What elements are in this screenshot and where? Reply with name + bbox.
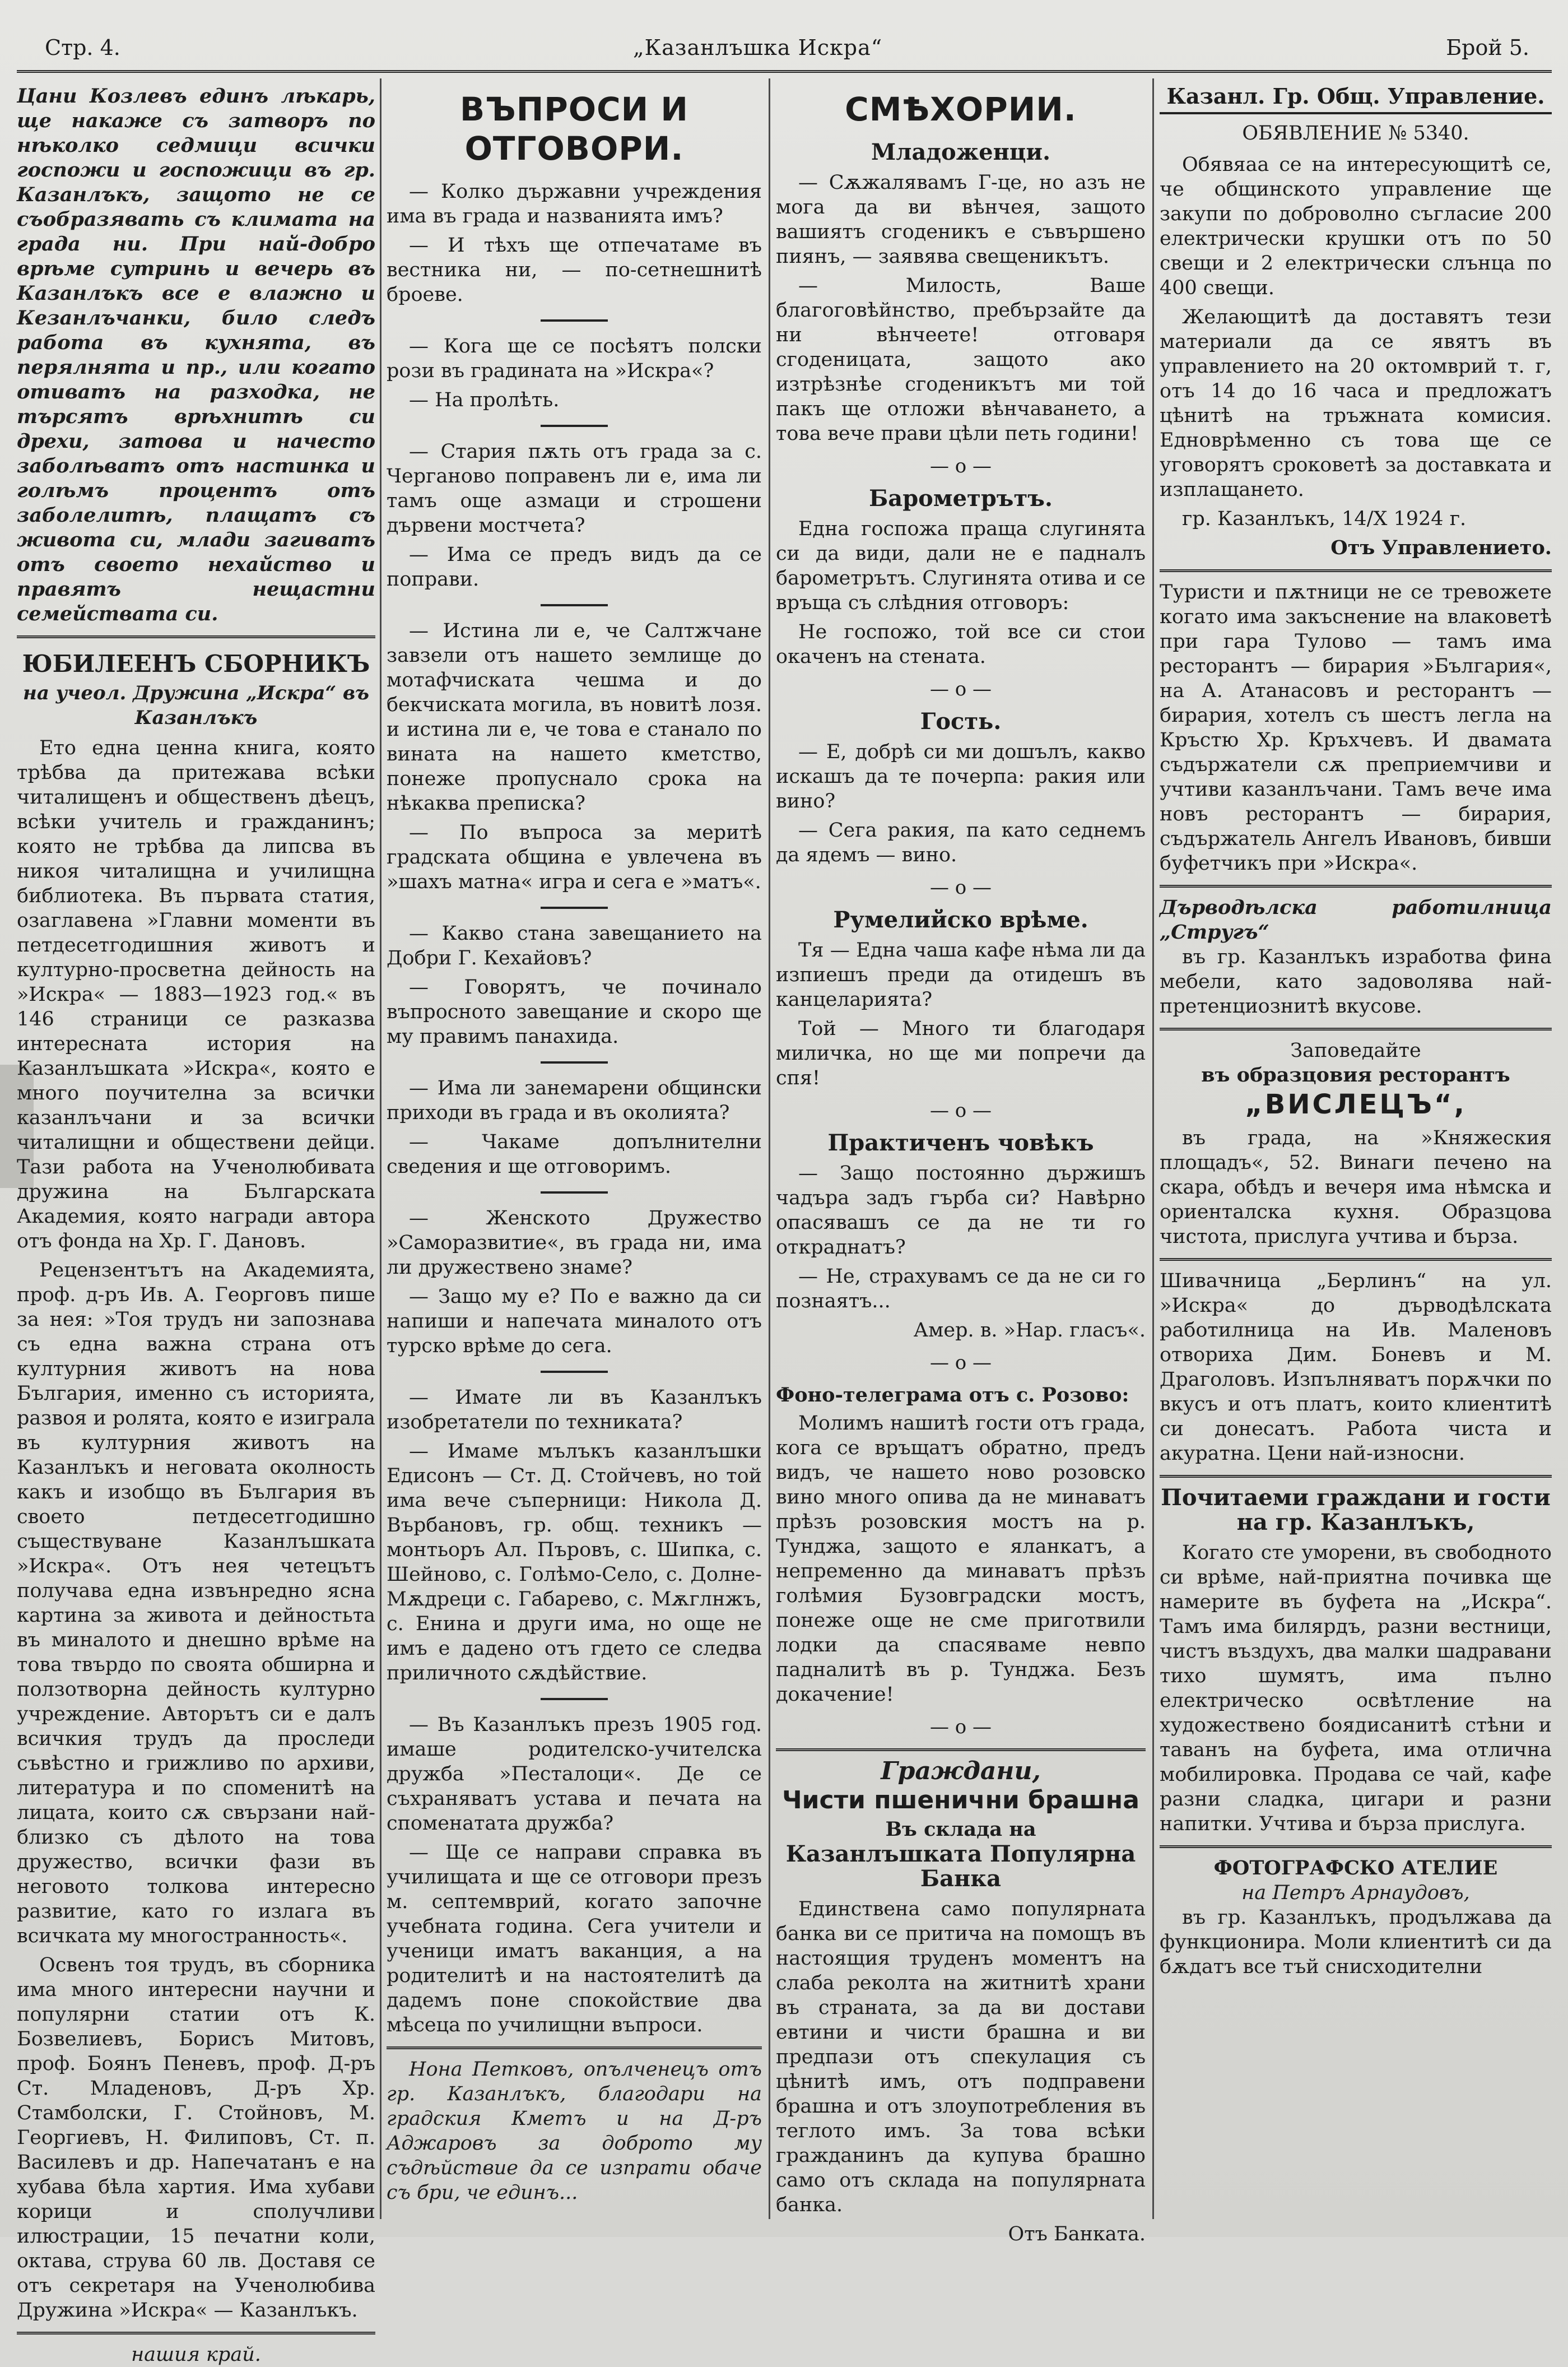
tourists-ad: [1160, 569, 1552, 876]
restaurant-ad: [1160, 1028, 1552, 1249]
qa-line: — Кога ще се посѣятъ полски рози въ градината на »Искра«?: [387, 335, 762, 382]
notice-thanks: [387, 2046, 762, 2205]
qa-line: — Говорятъ, че починало въпросното завещание и скоро ще му правимъ панахида.: [387, 976, 762, 1048]
qa-line: — Ще се направи справка въ училищата и ще се отговори презъ м. септемврий, когато започне учебната година. Сега учители и ученици иматъ ваканция, а на родителитѣ и на настоятелитѣ да дадемъ поне спокойствие два мѣсеца по училищни въпроси.: [387, 1841, 762, 2036]
notice-paragraph-2: Желающитѣ да доставятъ тези материали да се явятъ въ управлението на 20 октомврий т. г, отъ 14 до 16 часа и предложатъ цѣнитѣ на тръжната комисия. Едноврѣменно съ това ще се уговорятъ сроковетѣ за доставката и изплащането.: [1160, 306, 1552, 501]
separator: — о —: [929, 1716, 992, 1738]
separator: [541, 907, 608, 909]
separator: [541, 1061, 608, 1064]
jubilee-paragraph-1: Ето една ценна книга, която трѣбва да притежава всѣки читалищенъ и общественъ дѣецъ, всѣки учитель и гражданинъ; която не трѣбва да липсва въ никоя читалищна и училищна библиотека. Въ първата статия, озаглавена »Главни моменти въ петдесетгодишния животъ и културно-просветна дейность на »Искра« — 1883—1923 год.« въ 146 страници се разказва интересната история на Казанлъшката »Искра«, която е много поучителна за всички казанлъчани и за всички читалищни и обществени дейци. Тази работа на Ученолюбивата дружина на Българската Академия, която награди автора отъ фонда на Хр. Г. Дановъ.: [17, 737, 375, 1252]
notice-paragraph-1: Обявяаа се на интересующитѣ се, че общинското управление ще закупи по доброволно съгласие 200 електрически крушки отъ по 50 свещи и 2 електрически слънца по 400 свещи.: [1160, 154, 1552, 299]
joke-title: Гость.: [920, 708, 1002, 735]
ad-signature: Отъ Банката.: [1008, 2223, 1146, 2245]
issue-number: Брой 5.: [1446, 35, 1529, 60]
joke-line: — Защо постоянно държишъ чадъра задъ гърба си? Навѣрно опасявашъ се да не ти го откраднатъ?: [776, 1162, 1146, 1259]
qa-line: — Какво стана завещанието на Добри Г. Кехайовъ?: [387, 922, 762, 969]
qa-line: — Има ли занемарени общински приходи въ града и въ околията?: [387, 1077, 762, 1124]
joke-title: Младоженци.: [871, 139, 1050, 165]
carpentry-title: Дърводѣлска работилница „Стругъ“: [1160, 896, 1552, 944]
photo-owner: на Петръ Арнаудовъ,: [1241, 1882, 1470, 1904]
separator: [541, 425, 608, 427]
separator: — о —: [929, 1352, 992, 1374]
qa-line: — Въ Казанлъкъ презъ 1905 год. имаше родителско-учителска дружба »Песталоци«. Де се съхраняватъ устава и печата на споменатата дружба?: [387, 1714, 762, 1835]
ad-bank-name: Казанлъшката Популярна Банка: [785, 1841, 1136, 1892]
separator: [541, 319, 608, 322]
joke-line: — Сега ракия, па като седнемъ да ядемъ — вино.: [776, 819, 1146, 866]
footer-fragment: нашия край.: [17, 2332, 375, 2367]
qa-line: — Колко държавни учреждения има въ града и названията имъ?: [387, 180, 762, 228]
joke-line: — Сѫжалявамъ Г-це, но азъ не мога да ви вѣнчея, защото вашиятъ сгоденикъ е съвършено пиянъ, — заявява свещеникътъ.: [776, 171, 1146, 268]
photo-text: въ гр. Казанлъкъ, продължава да функционира. Моли клиентитѣ си да бѫдатъ все тъй снисходителни: [1160, 1906, 1552, 1978]
intro-article: Цани Козлевъ единъ лѣкарь, ще накаже съ затворъ по нѣколко седмици всички госпожи и госпожици въ гр. Казанлъкъ, защото не се съобразявать съ климата на града ни. При най-добро врѣме сутринь и вечерь въ Казанлъкъ все е влажно и Кeзанлъчанки, било следъ работа въ кухнята, въ перялнята и пр., или когато отиватъ на разходка, не търсятъ врѣхнитѣ си дрехи, затова и начесто заболѣватъ отъ настинка и голѣмъ процентъ отъ заболелитѣ, плащатъ съ живота си, млади загиватъ отъ своето нехайство и правятъ нещастни семействата си.: [17, 85, 375, 625]
page-header: [17, 31, 1552, 73]
separator: [541, 1698, 608, 1700]
joke-line: — Милость, Ваше благоговѣйнство, пребързайте да ни вѣнчеете! отговаря сгоденицата, защото ако изтрѣзнѣе сгоденикътъ ми той пакъ ще отложи вѣнчаването, а това вече прави цѣли петь години!: [776, 275, 1146, 445]
notice-signature: Отъ Управлението.: [1330, 536, 1552, 559]
qa-line: — По въпроса за меритѣ градската община е увлечена въ »шахъ матна« игра и сега е »матъ«.: [387, 822, 762, 893]
separator: [541, 1371, 608, 1373]
qa-line: — Има се предъ видъ да се поправи.: [387, 544, 762, 591]
column-3: [776, 84, 1146, 2245]
restaurant-line: въ образцовия ресторантъ: [1201, 1064, 1510, 1087]
tailor-ad: [1160, 1258, 1552, 1466]
column-1: [17, 84, 375, 2366]
joke-source: Амер. в. »Нар. гласъ«.: [913, 1319, 1146, 1342]
joke-title: Румелийско врѣме.: [833, 907, 1088, 933]
joke-title: Барометрътъ.: [869, 485, 1053, 512]
jubilee-section: [17, 635, 375, 2323]
tourists-text: Туристи и пѫтници не се тревожете когато има закъснение на влаковетѣ при гара Тулово — тамъ има ресторантъ — бирария »България«, на А. Атанасовъ и ресторантъ — бирария, хотелъ съ шестъ легла на Кръстю Хр. Кръхчевъ. И двамата съдържатели сѫ прeприемчиви и учтиви казанлъчани. Тамъ вече има новъ ресторантъ — бирария, съдържатель Ангелъ Ивановъ, бивши буфетчикъ при »Искра«.: [1160, 581, 1552, 875]
jubilee-paragraph-2: Рецензентътъ на Академията, проф. д-ръ Ив. А. Георговъ пише за нея: »Тоя трудъ ни запознава съ една важна страна отъ културния животъ на нова България, именно съ историята, развоя и ролята, която е изиграла въ културния животъ на Казанлъкъ и неговата околность какъ и изобщо въ България въ своето петдесетгодишно съществуване Казанлъшката »Искра«. Отъ нея четецътъ получава една извънредно ясна картина за живота и дейностьта въ миналото и днешно врѣме на това твърдо по своята обширна и ползотворна дейность културно учреждение. Авторътъ си е далъ всичкия трудъ да проследи съвѣстно и грижливо по архиви, литература и по споменитѣ на лицата, които сѫ свързани най-близко съ дѣлото на това дружество, всички фази въ неговото толкова интересно развитие, като го излага въ всичката му многостранность«.: [17, 1259, 375, 1947]
buffet-title: Почитаеми граждани и гости на гр. Казанлъкъ,: [1161, 1484, 1551, 1535]
qa-line: — Женското Дружество »Саморазвитие«, въ града ни, има ли дружествено знаме?: [387, 1207, 762, 1279]
qa-line: — Истина ли е, че Салтжчане завзели отъ нашето землище до мотафчиската чешма и до бекчиската могила, въ новитѣ лозя. и истина ли е, че това е станало по вината на нашето кметство, понеже пропуснало срока на нѣкаква преписка?: [387, 620, 762, 815]
qa-title: ВЪПРОСИ И ОТГОВОРИ.: [460, 90, 688, 168]
qa-line: — Защо му е? По е важно да си напиши и напечата миналото отъ турско врѣме до сега.: [387, 1285, 762, 1357]
jubilee-title: ЮБИЛЕЕНЪ СБОРНИКЪ: [22, 650, 370, 677]
separator: — о —: [929, 678, 992, 700]
column-rule: [380, 78, 381, 2219]
joke-line: Тя — Една чаша кафе нѣма ли да изпиешъ преди да отидешъ въ канцеларията?: [776, 939, 1146, 1011]
ad-body: Единствена само популярната банка ви се притича на помощъ въ настоящия труденъ моментъ на слаба реколта на житнитѣ храни въ страната, за да ви достави евтини и чисти брашна и ви предпази отъ спекулация съ цѣнитѣ имъ, отъ подправени брашна и отъ злоупотребления въ теглото имъ. За това всѣки гражданинъ да купува брашно само отъ склада на популярната банка.: [776, 1898, 1146, 2216]
column-4: [1160, 84, 1552, 2230]
joke-line: Той — Много ти благодаря миличка, но ще ми попречи да спя!: [776, 1018, 1146, 1089]
humor-title: СМѢХОРИИ.: [845, 90, 1077, 128]
joke-line: — Е, добрѣ си ми дошълъ, какво искашъ да те почерпа: ракия или вино?: [776, 741, 1146, 813]
restaurant-intro: Заповедайте: [1290, 1039, 1421, 1062]
restaurant-name: „ВИСЛЕЦЪ“,: [1245, 1089, 1467, 1120]
qa-line: — Стария пѫть отъ града за с. Черганово поправенъ ли е, има ли тамъ още азмаци и строшени дървени мостчета?: [387, 440, 762, 537]
carpentry-ad: [1160, 885, 1552, 1019]
restaurant-text: въ града, на »Княжеския площадъ«, 52. Винаги печено на скара, обѣдъ и вечеря има нѣмска и ориенталска кухня. Образцова чистота, прислуга учтива и бърза.: [1160, 1127, 1552, 1248]
joke-line: — Не, страхувамъ се да не си го познаятъ...: [776, 1265, 1146, 1312]
page-number: Стр. 4.: [45, 35, 120, 60]
photo-title: ФОТОГРАФСКО АТЕЛИЕ: [1213, 1857, 1498, 1879]
jubilee-paragraph-3: Освенъ тоя трудъ, въ сборника има много интересни научни и популярни статии отъ К. Бозвелиевъ, Борисъ Митовъ, проф. Боянъ Пеневъ, проф. Д-ръ Ст. Младеновъ, Д-ръ Хр. Стамболски, Г. Стойновъ, М. Георгиевъ, Н. Филиповъ, Ст. п. Василевъ и др. Напечатанъ е на хубава бѣла хартия. Има хубави корици и сполучливи илюстрации, 15 печатни коли, октава, струва 60 лв. Доставя се отъ секретаря на Ученолюбива Дружина »Искра« — Казанлъкъ.: [17, 1954, 375, 2322]
ad-heading: Граждани,: [881, 1757, 1041, 1785]
separator: — о —: [929, 455, 992, 477]
bank-ad: [776, 1748, 1146, 2247]
qa-line: — Имате ли въ Казанлъкъ изобретатели по техниката?: [387, 1386, 762, 1433]
separator: [541, 1191, 608, 1194]
municipal-office: Казанл. Гр. Общ. Управление.: [1160, 84, 1552, 114]
qa-line: — Имаме мълъкъ казанлъшки Едисонъ — Ст. Д. Стойчевъ, но той има вече съперници: Никола Д. Върбановъ, гр. общ. техникъ — монтьоръ Ал. Пъровъ, с. Шипка, с. Шейново, с. Голѣмо-Село, с. Долне-Мѫдреци с. Габарево, с. Мѫглнжъ, с. Енина и други има, но още не имъ е дадено отъ гдето се следва приличното сѫдѣйствие.: [387, 1440, 762, 1684]
carpentry-text: въ гр. Казанлъкъ изработва фина мебели, като задоволява най-претенциознитѣ вкусове.: [1160, 946, 1552, 1018]
column-rule: [769, 78, 770, 2219]
qa-line: — На пролѣть.: [409, 389, 560, 411]
notice-title: ОБЯВЛЕНИЕ № 5340.: [1242, 122, 1469, 145]
qa-line: — Чакаме допълнителни сведения и ще отговоримъ.: [387, 1131, 762, 1178]
joke-line: Не госпожо, той все си стои окаченъ на стената.: [776, 621, 1146, 668]
buffet-text: Когато сте уморени, въ свободното си врѣме, най-приятна почивка ще намерите въ буфета на „Искра“. Тамъ има билярдъ, разни вестници, чистъ въздухъ, два малки шадравани тихо шумятъ, има пълно електрическо освѣтление на художествено боядисанитѣ стѣни и таванъ на буфета, има отлична мобилировка. Продава се чай, кафе разни сладка, цигари и разни напитки. Учтива и бърза прислуга.: [1160, 1542, 1552, 1835]
separator: [541, 604, 608, 606]
ad-flour-title: Чисти пшенични брашна: [782, 1786, 1139, 1814]
qa-line: — И тѣхъ ще отпечатаме въ вестника ни, — по-сетнешнитѣ броеве.: [387, 234, 762, 306]
buffet-ad: [1160, 1475, 1552, 1836]
tailor-text: Шивачница „Берлинъ“ на ул. »Искра« до дърводѣлската работилница на Ив. Маленовъ отвориха Дим. Боневъ и М. Драголовъ. Изпълняватъ порѫчки по вкусъ и отъ платъ, които клиентитѣ си донесатъ. Работа чиста и акуратна. Цени най-износни.: [1160, 1270, 1552, 1465]
jubilee-subtitle: на учеол. Дружина „Искра“ въ Казанлъкъ: [23, 682, 369, 729]
ad-subline: Въ склада на: [885, 1818, 1036, 1841]
thanks-text: Нона Петковъ, опълченецъ отъ гр. Казанлъкъ, благодари на градския Кметъ и на Д-ръ Аджаровъ за доброто му съдѣйствие да се изпрати обаче съ бри, че единъ...: [387, 2058, 762, 2204]
joke-title: Фоно-телеграма отъ с. Розово:: [776, 1384, 1129, 1407]
column-2: [387, 84, 762, 2230]
separator: — о —: [929, 876, 992, 899]
newspaper-title: „Казанлъшка Искра“: [633, 35, 883, 60]
column-rule: [1152, 78, 1154, 2219]
notice-date: гр. Казанлъкъ, 14/X 1924 г.: [1182, 508, 1467, 530]
joke-line: Една госпожа праща слугинята си да види, дали не е падналъ барометрътъ. Слугинята отива и се връща съ слѣдния отговоръ:: [776, 518, 1146, 614]
phono-telegram: Молимъ нашитѣ гости отъ града, кога се връщатъ обратно, предъ видъ, че нашето ново розовско вино много опива да не минаватъ прѣзъ розовския мостъ на р. Тунджа, защото е яланкатъ, а непременно да минаватъ прѣзъ голѣмия Бузовградски мостъ, понеже още не сме приготвили лодки да спасяваме невпо падналитѣ въ р. Тунджа. Безъ докачение!: [776, 1412, 1146, 1706]
separator: — о —: [929, 1099, 992, 1122]
photo-ad: [1160, 1845, 1552, 1979]
joke-title: Практиченъ човѣкъ: [827, 1130, 1094, 1156]
